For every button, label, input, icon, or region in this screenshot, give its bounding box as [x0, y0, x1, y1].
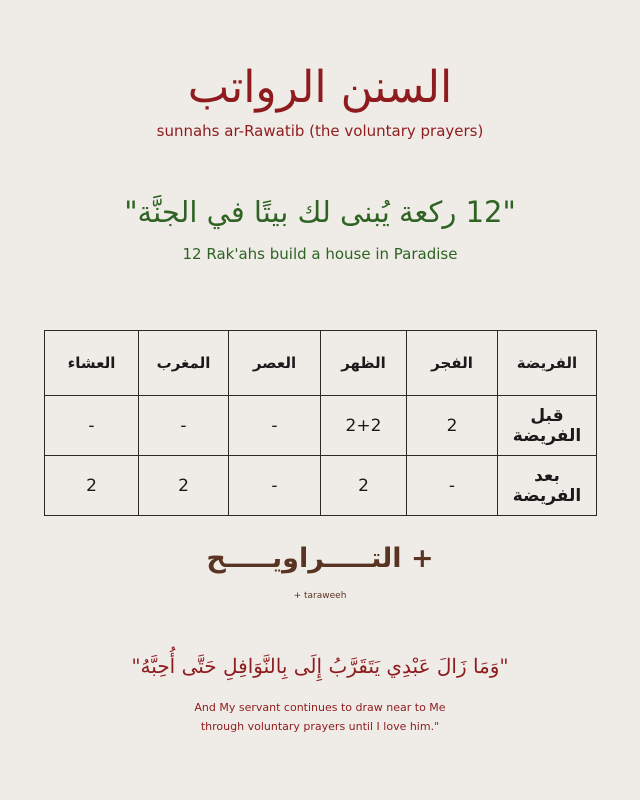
quote-english-line-1: And My servant continues to draw near to Me	[194, 701, 446, 714]
table-row-after	[45, 456, 597, 516]
quote-english-line-2: through voluntary prayers until I love him."	[200, 720, 440, 733]
cell-after-asr: -	[229, 456, 321, 516]
hadith-english: 12 Rak'ahs build a house in Paradise	[182, 245, 458, 263]
cell-after-fajr: -	[407, 456, 498, 516]
cell-before-fajr: 2	[407, 396, 498, 456]
cell-before-isha: -	[45, 396, 139, 456]
rawatib-table	[44, 330, 597, 516]
header-maghrib: المغرب	[139, 331, 229, 396]
header-asr: العصر	[229, 331, 321, 396]
cell-after-maghrib: 2	[139, 456, 229, 516]
header-fard: الفريضة	[498, 331, 597, 396]
page-title-arabic: السنن الرواتب	[187, 62, 453, 113]
cell-before-maghrib: -	[139, 396, 229, 456]
table-header-row	[45, 331, 597, 396]
header-dhuhr: الظهر	[321, 331, 407, 396]
hadith-arabic: "12 ركعة يُبنى لك بيتًا في الجنَّة"	[124, 195, 516, 229]
table-row-before	[45, 396, 597, 456]
tarawih-arabic: + التـــــراويـــــح	[206, 543, 434, 574]
page-title-english: sunnahs ar-Rawatib (the voluntary prayers)	[156, 122, 484, 140]
tarawih-english: + taraweeh	[293, 591, 347, 601]
quote-arabic: "وَمَا زَالَ عَبْدِي يَتَقَرَّبُ إِلَى بِالنَّوَافِلِ حَتَّى أُحِبَّهُ"	[131, 654, 509, 678]
row-label-before: قبل الفريضة	[498, 396, 597, 456]
header-isha: العشاء	[45, 331, 139, 396]
row-label-after: بعد الفريضة	[498, 456, 597, 516]
cell-before-asr: -	[229, 396, 321, 456]
header-fajr: الفجر	[407, 331, 498, 396]
cell-after-dhuhr: 2	[321, 456, 407, 516]
cell-after-isha: 2	[45, 456, 139, 516]
cell-before-dhuhr: 2+2	[321, 396, 407, 456]
quote-english	[0, 698, 640, 736]
